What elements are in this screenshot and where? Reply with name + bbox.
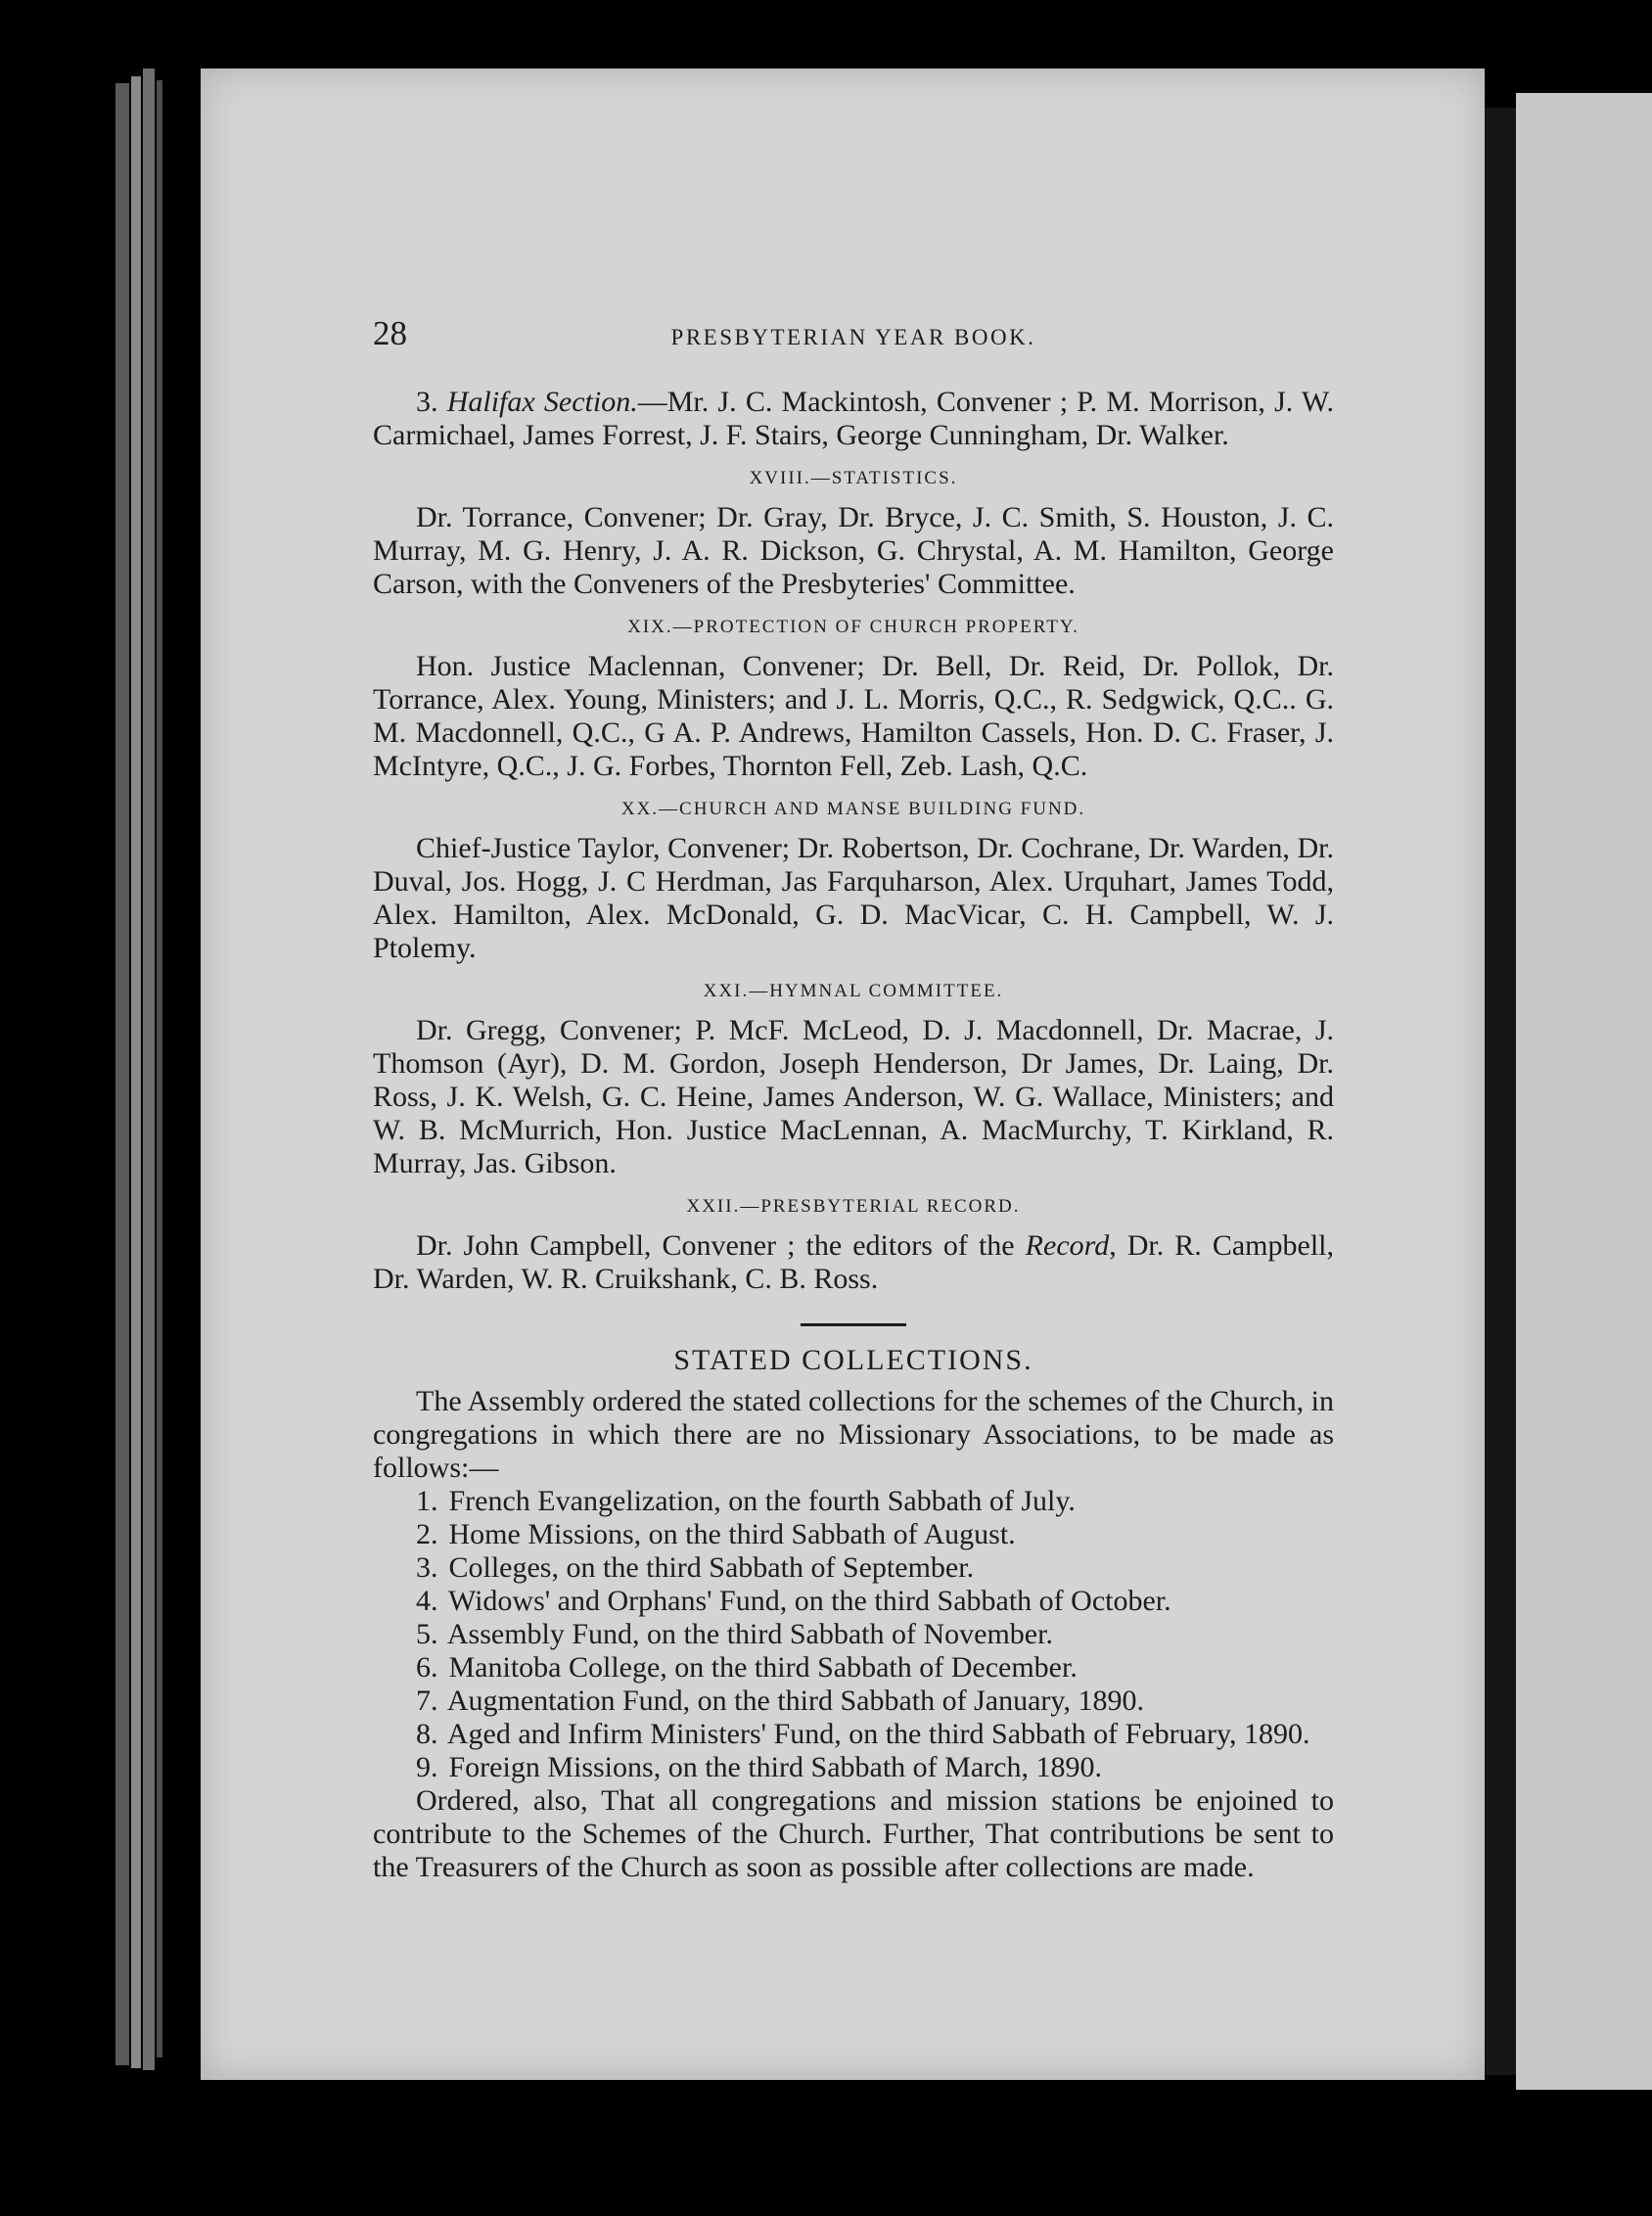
committee-heading: XX.—CHURCH AND MANSE BUILDING FUND. bbox=[620, 799, 1086, 819]
book-edge bbox=[131, 76, 141, 2068]
collections-closing: Ordered, also, That all congregations and mission stations be enjoined to contribute to the Schemes of the Church. Further, That contributions be sent to the Treasurers of the Church as soon as possible after collections are made. bbox=[373, 1784, 1334, 1883]
list-item-text: Colleges, on the third Sabbath of September. bbox=[448, 1551, 975, 1584]
list-item-text: Home Missions, on the third Sabbath of August. bbox=[448, 1518, 1016, 1550]
list-item bbox=[373, 1518, 1334, 1551]
list-item-num: 1. bbox=[416, 1485, 438, 1517]
book-edge bbox=[143, 69, 155, 2070]
section-divider bbox=[801, 1323, 906, 1326]
halifax-section bbox=[373, 386, 1334, 452]
halifax-title: Halifax Section. bbox=[446, 386, 638, 418]
list-item-num: 5. bbox=[416, 1618, 438, 1650]
list-item-text: Widows' and Orphans' Fund, on the third Sabbath of October. bbox=[447, 1585, 1171, 1617]
collections-intro: The Assembly ordered the stated collections for the schemes of the Church, in congregations in which there are no Missionary Associations, to be made as follows:— bbox=[373, 1385, 1334, 1484]
list-item-num: 8. bbox=[416, 1718, 438, 1750]
list-item bbox=[373, 1618, 1334, 1651]
collections-list bbox=[373, 1485, 1334, 1784]
committee-text: Hon. Justice Maclennan, Convener; Dr. Bell, Dr. Reid, Dr. Pollok, Dr. Torrance, Alex. Young, Ministers; and J. L. Morris, Q.C., R. Sedgwick, Q.C.. G. M. Macdonnell, Q.C., G A. P. Andrews, Hamilton Cassels, Hon. D. C. Fraser, J. McIntyre, Q.C., J. G. Forbes, Thornton Fell, Zeb. Lash, Q.C. bbox=[373, 650, 1334, 782]
committee-heading: XXII.—PRESBYTERIAL RECORD. bbox=[686, 1196, 1021, 1217]
list-item bbox=[373, 1651, 1334, 1685]
book-page bbox=[201, 69, 1485, 2080]
record-text bbox=[373, 1229, 1334, 1296]
facing-page-edge bbox=[1516, 93, 1652, 2090]
list-item bbox=[373, 1751, 1334, 1784]
list-item-num: 9. bbox=[416, 1751, 438, 1783]
page-content bbox=[373, 314, 1335, 1884]
record-italic: Record bbox=[1025, 1229, 1110, 1262]
committee-heading: XIX.—PROTECTION OF CHURCH PROPERTY. bbox=[627, 617, 1079, 637]
list-item-text: French Evangelization, on the fourth Sabbath of July. bbox=[448, 1485, 1076, 1517]
list-item-num: 7. bbox=[416, 1685, 438, 1717]
list-item-text: Manitoba College, on the third Sabbath of December. bbox=[448, 1651, 1078, 1684]
list-item-text: Aged and Infirm Ministers' Fund, on the third Sabbath of February, 1890. bbox=[446, 1718, 1310, 1750]
list-item-text: Augmentation Fund, on the third Sabbath of January, 1890. bbox=[446, 1685, 1144, 1717]
collections-title: STATED COLLECTIONS. bbox=[673, 1344, 1033, 1376]
committee-heading: XXI.—HYMNAL COMMITTEE. bbox=[703, 981, 1004, 1001]
list-item bbox=[373, 1551, 1334, 1585]
list-item-text: Assembly Fund, on the third Sabbath of November. bbox=[446, 1618, 1053, 1650]
list-item bbox=[373, 1718, 1334, 1751]
running-title: PRESBYTERIAN YEAR BOOK. bbox=[670, 325, 1036, 349]
committee-text: Dr. Gregg, Convener; P. McF. McLeod, D. J. Macdonnell, Dr. Macrae, J. Thomson (Ayr), D. M. Gordon, Joseph Henderson, Dr James, Dr. Laing, Dr. Ross, J. K. Welsh, G. C. Heine, James Anderson, W. G. Wallace, Ministers; and W. B. McMurrich, Hon. Justice MacLennan, A. MacMurchy, T. Kirkland, R. Murray, Jas. Gibson. bbox=[373, 1014, 1334, 1179]
book-edge bbox=[115, 83, 129, 2065]
list-item bbox=[373, 1585, 1334, 1618]
halifax-num: 3. bbox=[416, 386, 438, 418]
list-item-num: 4. bbox=[416, 1585, 438, 1617]
list-item bbox=[373, 1685, 1334, 1718]
list-item bbox=[373, 1485, 1334, 1518]
running-head bbox=[373, 314, 1334, 360]
list-item-text: Foreign Missions, on the third Sabbath of March, 1890. bbox=[448, 1751, 1102, 1783]
list-item-num: 3. bbox=[416, 1551, 438, 1584]
page-number: 28 bbox=[373, 314, 407, 352]
list-item-num: 6. bbox=[416, 1651, 438, 1684]
list-item-num: 2. bbox=[416, 1518, 438, 1550]
record-text-before: Dr. John Campbell, Convener ; the editors of the bbox=[416, 1229, 1026, 1262]
page-gutter bbox=[1485, 108, 1516, 2075]
book-edge bbox=[157, 80, 162, 2057]
committee-heading: XVIII.—STATISTICS. bbox=[749, 468, 958, 488]
record-text-after: , Dr. R. Campbell, Dr. Warden, W. R. Cruikshank, C. B. Ross. bbox=[373, 1229, 1335, 1295]
committee-text: Dr. Torrance, Convener; Dr. Gray, Dr. Bryce, J. C. Smith, S. Houston, J. C. Murray, M. G. Henry, J. A. R. Dickson, G. Chrystal, A. M. Hamilton, George Carson, with the Conveners of the Presbyteries' Committee. bbox=[373, 501, 1334, 600]
halifax-text: —Mr. J. C. Mackintosh, Convener ; P. M. Morrison, J. W. Carmichael, James Forrest, J. F. Stairs, George Cunningham, Dr. Walker. bbox=[373, 386, 1334, 451]
committee-text: Chief-Justice Taylor, Convener; Dr. Robertson, Dr. Cochrane, Dr. Warden, Dr. Duval, Jos. Hogg, J. C Herdman, Jas Farquharson, Alex. Urquhart, James Todd, Alex. Hamilton, Alex. McDonald, G. D. MacVicar, C. H. Campbell, W. J. Ptolemy. bbox=[373, 832, 1334, 964]
